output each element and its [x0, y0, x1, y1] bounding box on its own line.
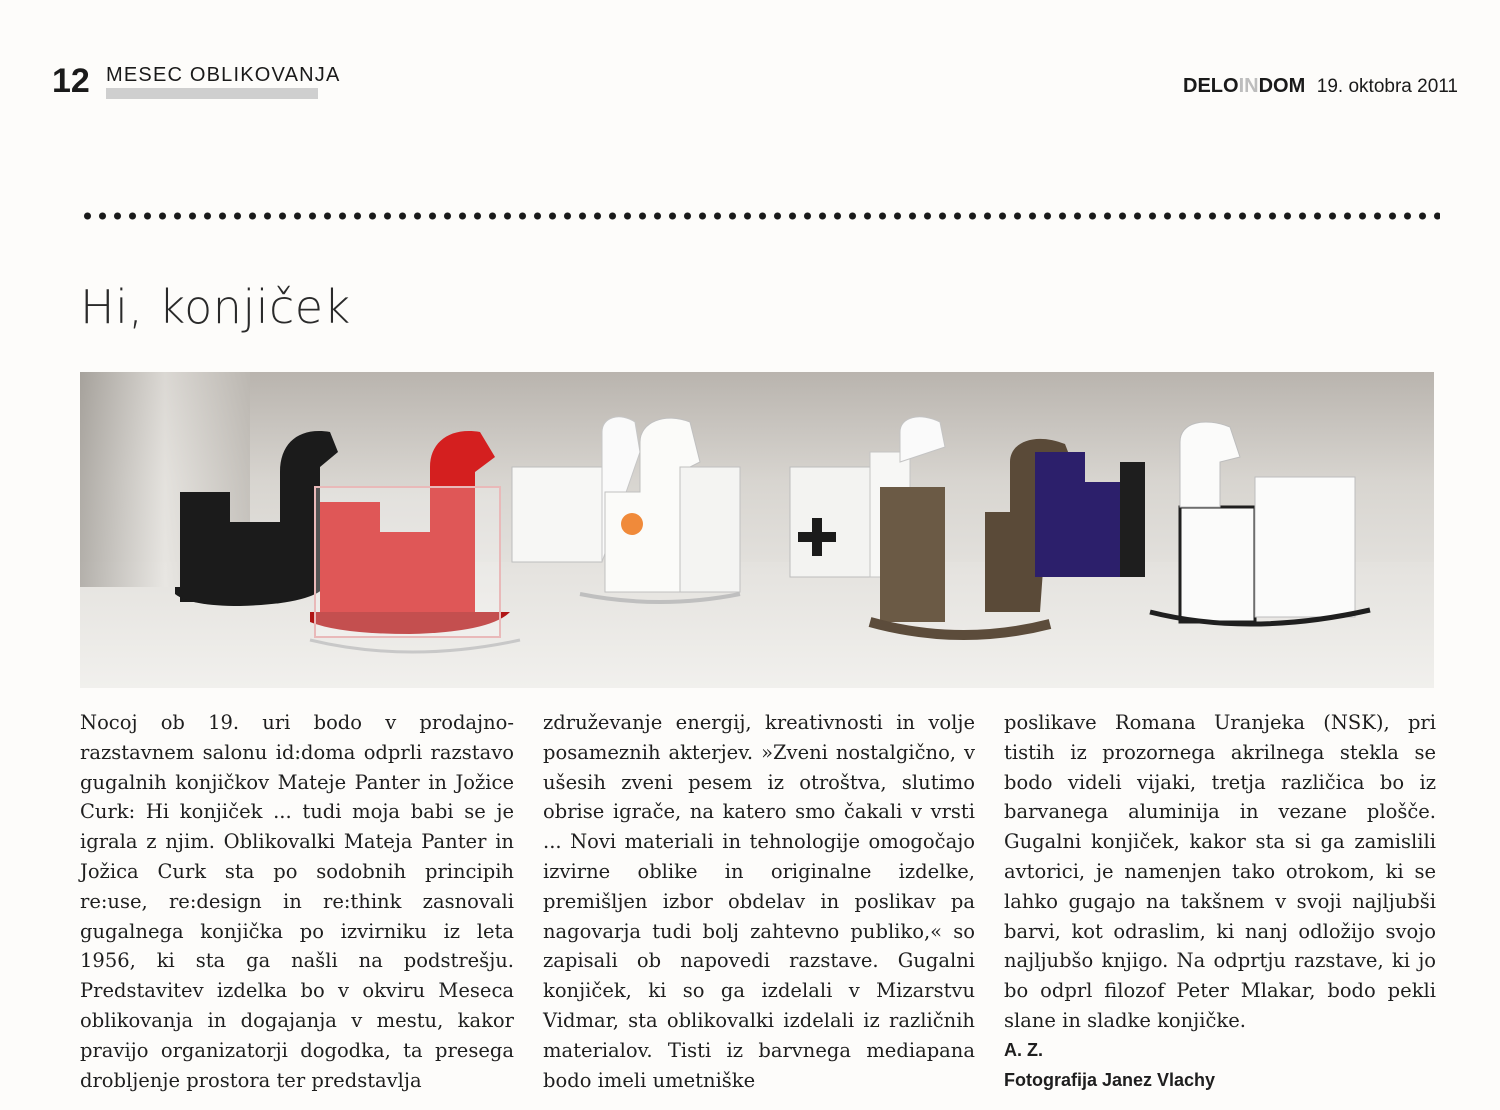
section-name: MESEC OBLIKOVANJA — [106, 64, 341, 86]
article-column-3 — [1004, 708, 1436, 1095]
section-label — [106, 64, 341, 99]
issue-date: 19. oktobra 2011 — [1316, 76, 1458, 97]
page-number: 12 — [52, 62, 90, 100]
article-text-col2: združevanje energij, kreativnosti in volje posameznih akterjev. »Zveni nostalgično, v ušesih zveni pesem iz otroštva, slutimo obrise igrače, na katero smo čakali v vrsti ... Novi materiali in tehnologije omogočajo izvirne oblike in originalne izdelke, premišljen izbor obdelav in poslikav pa nagovarja tudi bolj zahtevno publiko,« so zapisali ob napovedi razstave. Gugalni konjiček, ki so ga izdelali v Mizarstvu Vidmar, sta oblikovalki izdelali iz različnih materialov. Tisti iz barvnega mediapana bodo imeli umetniške — [543, 711, 975, 1092]
dotted-divider — [80, 210, 1440, 222]
article-text-col3: poslikave Romana Uranjeka (NSK), pri tistih iz prozornega akrilnega stekla se bodo videli vijaki, tretja različica bo iz barvanega aluminija in vezane plošče. Gugalni konjiček, kakor sta si ga zamislili avtorici, je namenjen tako otrokom, ki se lahko gugajo na takšnem v svoji najljubši barvi, kot odraslim, ki nanj odložijo svojo najljubšo knjigo. Na odprtju razstave, ki jo bo odprl filozof Peter Mlakar, bodo pekli slane in sladke konjičke. — [1004, 711, 1436, 1032]
article-column-1 — [80, 708, 514, 1095]
brand-dom: DOM — [1258, 75, 1306, 97]
article-column-2 — [543, 708, 975, 1095]
rocking-horses-illustration — [80, 372, 1434, 688]
article-text-col1: Nocoj ob 19. uri bodo v prodajno-razstavnem salonu id:doma odprli razstavo gugalnih konjičkov Mateje Panter in Jožice Curk: Hi konjiček ... tudi moja babi se je igrala z njim. Oblikovalki Mateja Panter in Jožica Curk sta po sodobnih principih re:use, re:design in re:think zasnovali gugalnega konjička po izvirniku iz leta 1956, ki sta ga našli na podstrešju. Predstavitev izdelka bo v okviru Meseca oblikovanja in dogajanja v mestu, kakor pravijo organizatorji dogodka, ta presega drobljenje prostora ter predstavlja — [80, 711, 514, 1092]
article-photo — [80, 372, 1434, 688]
brand-in: IN — [1238, 75, 1259, 97]
author-byline: A. Z. — [1004, 1039, 1043, 1060]
brand-delo: DELO — [1183, 75, 1239, 97]
section-bar — [106, 88, 318, 99]
masthead — [1183, 76, 1458, 96]
photo-credit: Fotografija Janez Vlachy — [1004, 1069, 1216, 1090]
article-headline: Hi, konjiček — [80, 280, 351, 334]
